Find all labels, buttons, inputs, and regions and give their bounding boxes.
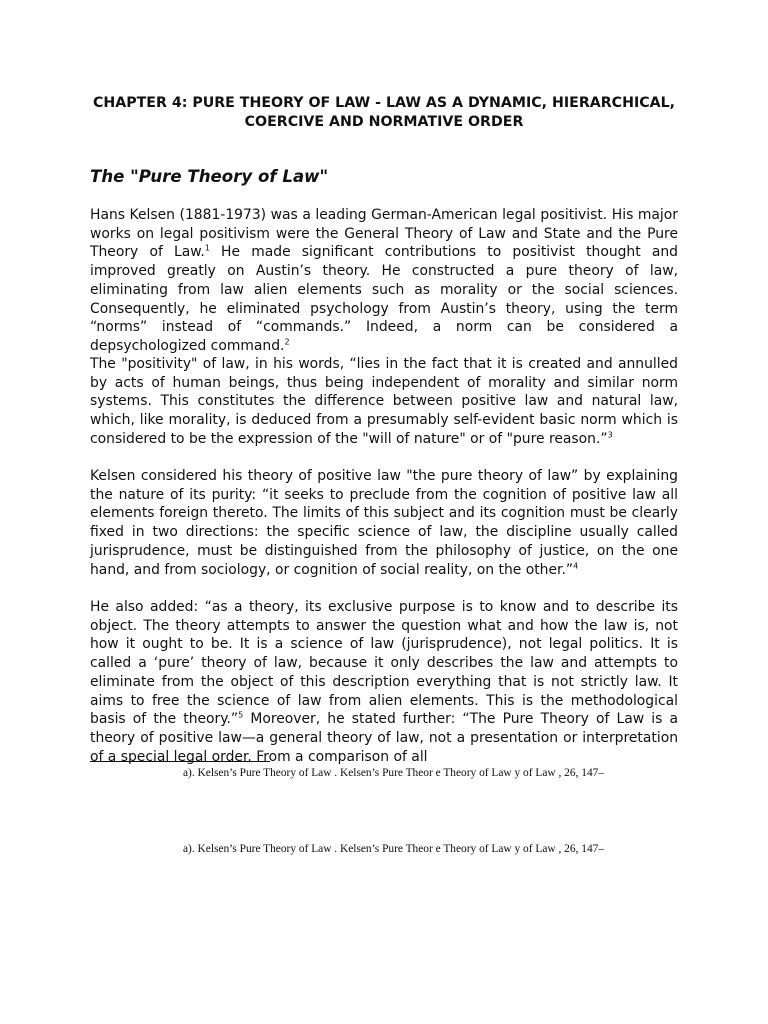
footnote-ref-4[interactable]: 4 — [573, 560, 579, 570]
footnote-entry: a). Kelsen’s Pure Theory of Law . Kelsen’s Pure Theor e Theory of Law y of Law , 26, 147– — [183, 843, 605, 855]
paragraph-text: He made significant contributions to positivist thought and improved greatly on Austin’s theory. He constructed a pure theory of law, eliminating from law alien elements such as morality or the social sciences. Consequently, he eliminated psychology from Austin’s theory, using the term “norms” instead of “commands.” Indeed, a norm can be considered a depsychologized command. — [90, 244, 678, 354]
paragraph-text: He also added: “as a theory, its exclusive purpose is to know and to describe its object. The theory attempts to answer the question what and how the law is, not how it ought to be. It is a science of law (jurisprudence), not legal politics. It is called a ‘pure’ theory of law, because it only describes the law and attempts to eliminate from the object of this description everything that is not strictly law. It aims to free the science of law from alien elements. This is the methodological basis of the theory.” — [90, 599, 678, 728]
paragraph-theory-purpose — [90, 598, 678, 766]
paragraph-text: The "positivity" of law, in his words, “lies in the fact that it is created and annulled by acts of human beings, thus being independent of morality and similar norm systems. This constitutes the difference between positive law and natural law, which, like morality, is deduced from a presumably self-evident basic norm which is considered to be the expression of the "will of nature" or of "pure reason.” — [90, 356, 678, 447]
footnote-ref-5[interactable]: 5 — [238, 710, 244, 720]
chapter-title-line-1: CHAPTER 4: PURE THEORY OF LAW - LAW AS A DYNAMIC, HIERARCHICAL, — [92, 95, 676, 111]
paragraph-purity — [90, 467, 678, 579]
paragraph-text: Moreover, he stated further: “The Pure Theory of Law is a theory of positive law—a general theory of law, not a presentation or interpretation of a special legal order. From a comparison of all — [90, 711, 678, 765]
footnote-divider — [90, 761, 270, 762]
paragraph-text: Hans Kelsen (1881-1973) was a leading German-American legal positivist. His major works on legal positivism were the General Theory of Law and State and the Pure Theory of Law. — [90, 207, 678, 261]
paragraph-positivity — [90, 355, 678, 449]
paragraph-text: Kelsen considered his theory of positive law "the pure theory of law” by explaining the nature of its purity: “it seeks to preclude from the cognition of positive law all elements foreign thereto. The limits of this subject and its cognition must be clearly fixed in two directions: the specific science of law, the discipline usually called jurisprudence, must be distinguished from the philosophy of justice, on the one hand, and from sociology, or cognition of social reality, on the other.” — [90, 468, 678, 578]
footnote-ref-3[interactable]: 3 — [607, 430, 613, 440]
section-heading: The "Pure Theory of Law" — [90, 167, 329, 186]
paragraph-kelsen-intro — [90, 206, 678, 356]
chapter-title-line-2: COERCIVE AND NORMATIVE ORDER — [244, 114, 524, 130]
footnote-ref-2[interactable]: 2 — [284, 337, 290, 347]
footnote-ref-1[interactable]: 1 — [204, 243, 210, 253]
chapter-title — [90, 94, 678, 132]
footnote-entry: a). Kelsen’s Pure Theory of Law . Kelsen’s Pure Theor e Theory of Law y of Law , 26, 147– — [183, 767, 605, 779]
